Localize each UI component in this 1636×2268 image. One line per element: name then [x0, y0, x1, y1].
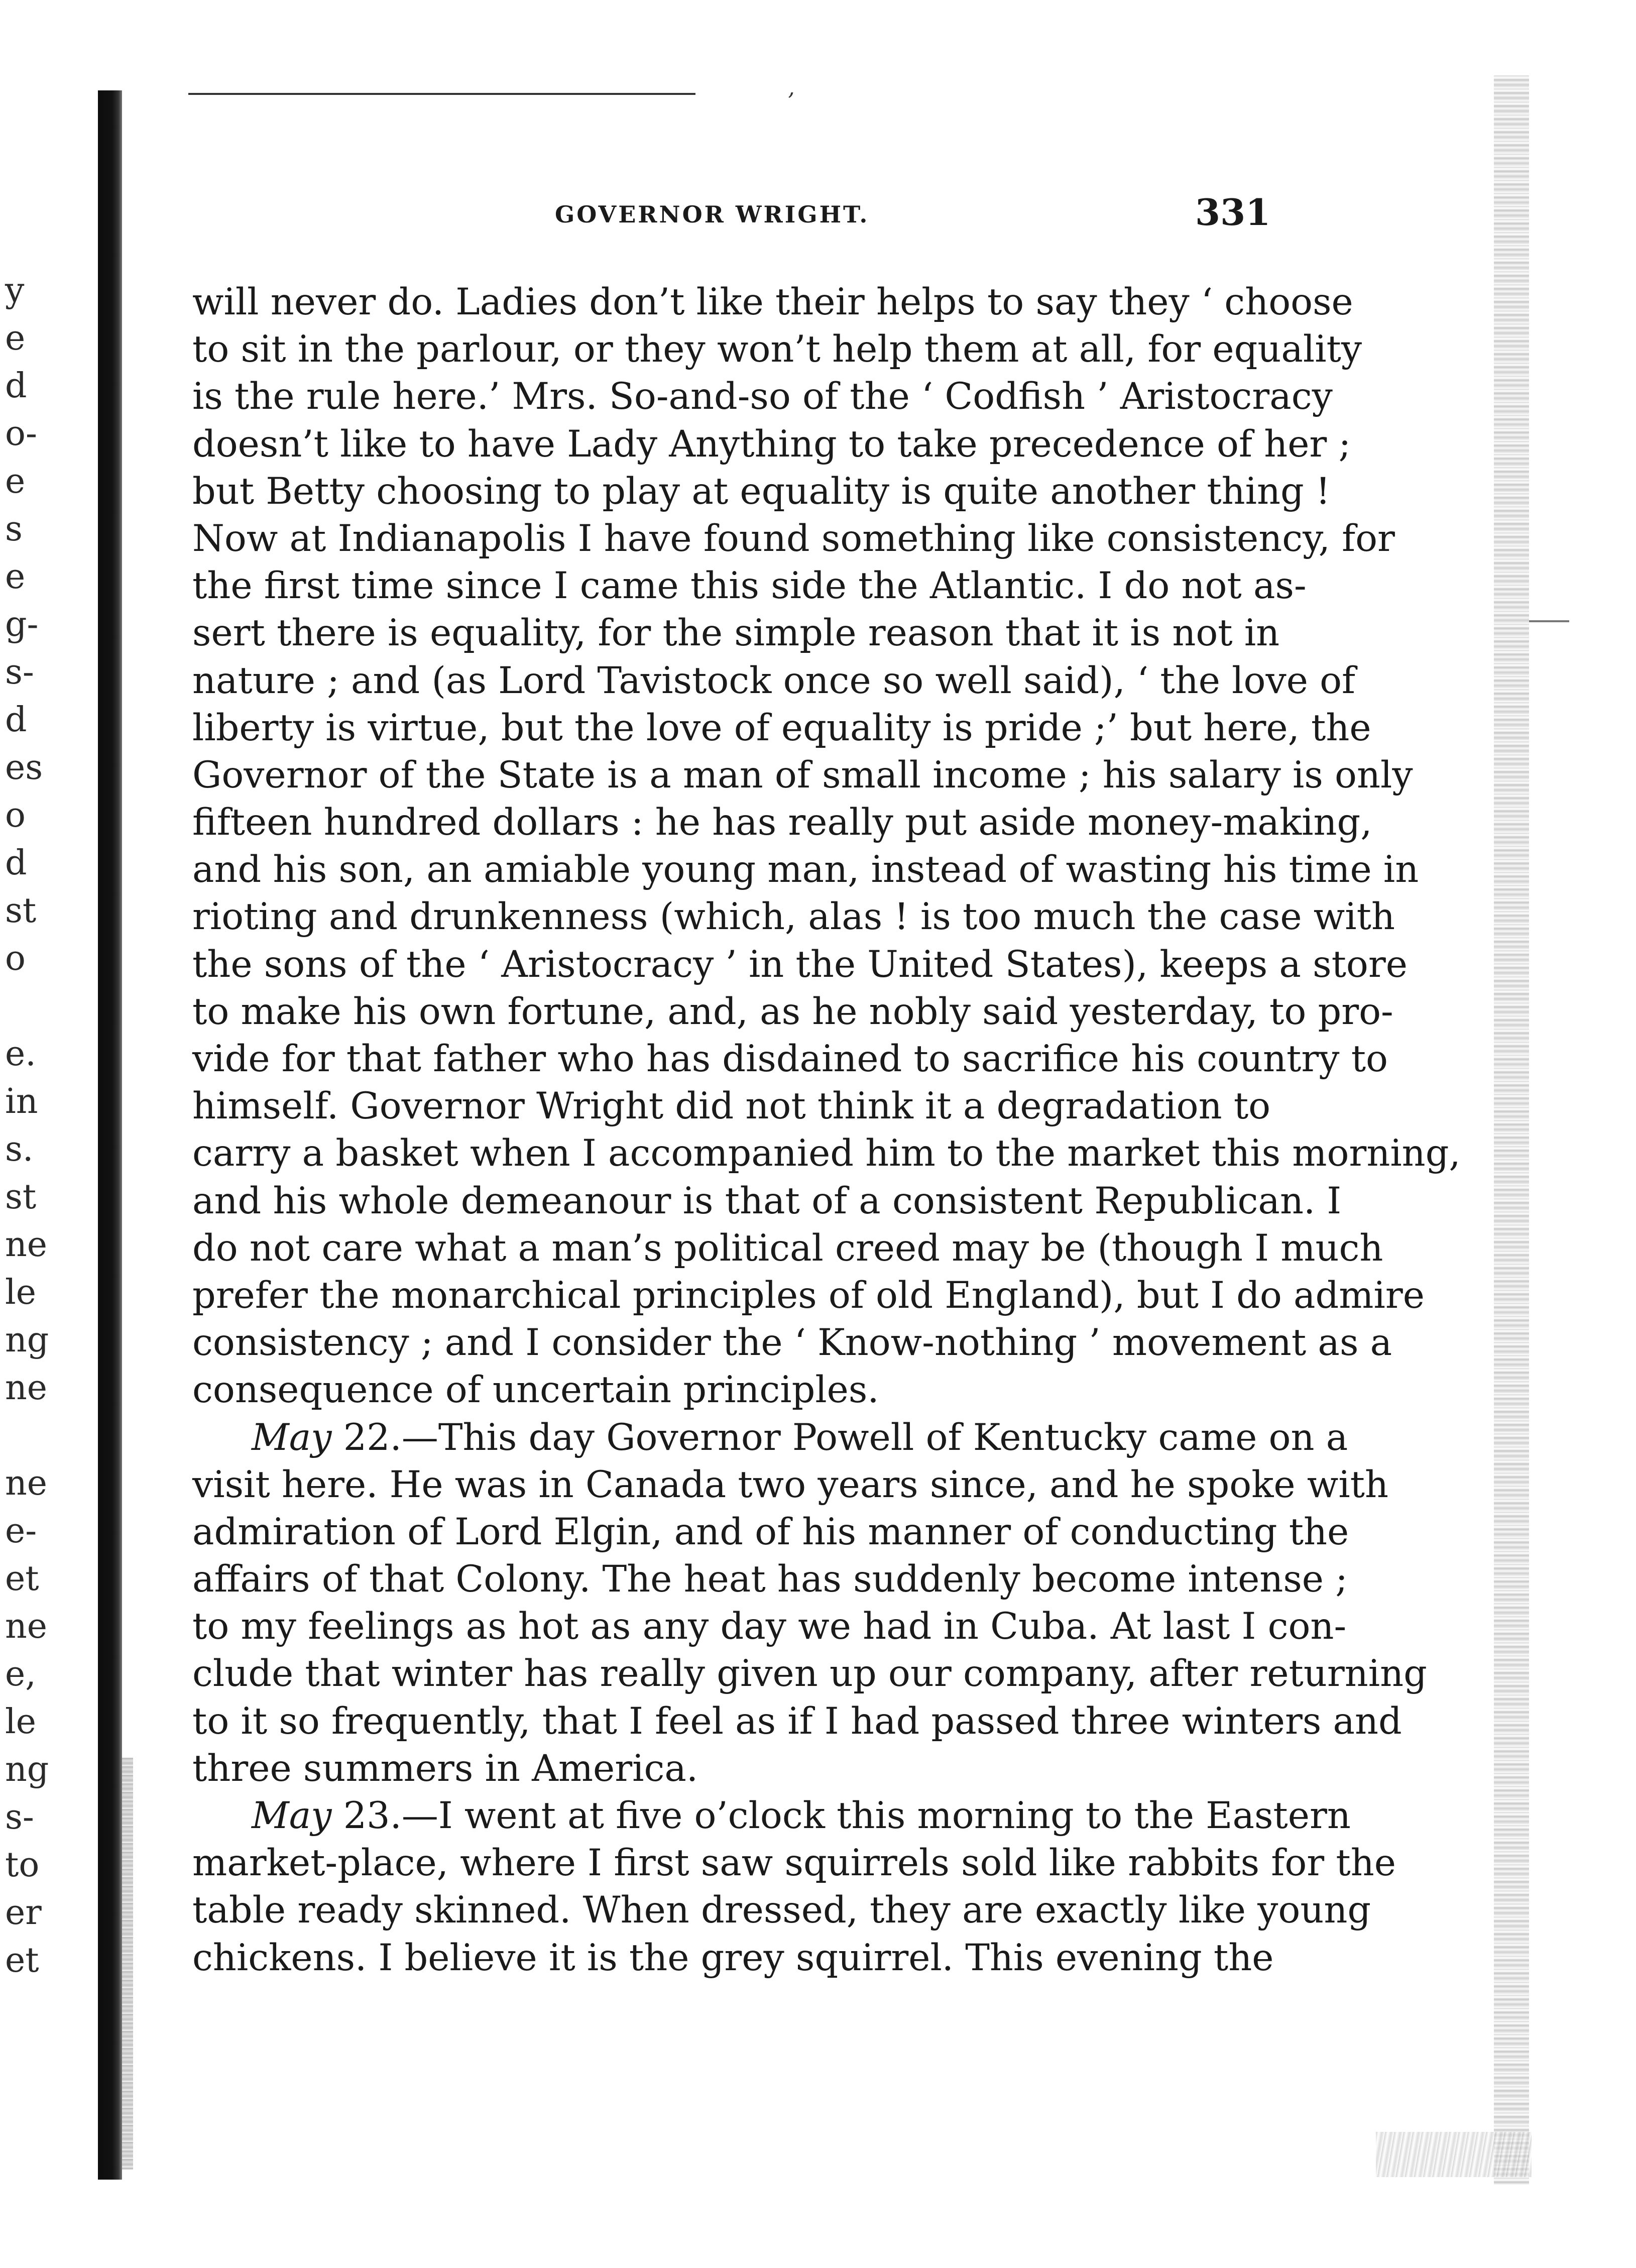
fore-edge-mark [1529, 620, 1569, 622]
gutter-speckle [122, 1758, 133, 2170]
text-line-rest: 22.—This day Governor Powell of Kentucky came on a [343, 1416, 1348, 1459]
text-line: is the rule here.’ Mrs. So-and-so of the ‘ Codfish ’ Aristocracy [192, 375, 1333, 418]
margin-fragment: st [5, 1177, 37, 1217]
page-number: 331 [1195, 191, 1271, 234]
text-line: fifteen hundred dollars : he has really put aside money-making, [192, 801, 1372, 844]
text-line: to sit in the parlour, or they won’t help them at all, for equality [192, 328, 1362, 371]
paragraph-start-may-22 [192, 1414, 1348, 1461]
margin-fragment: et [5, 1941, 39, 1980]
text-line: chickens. I believe it is the grey squirrel. This evening the [192, 1936, 1274, 1979]
margin-fragment: d [5, 366, 27, 406]
text-line: the sons of the ‘ Aristocracy ’ in the United States), keeps a store [192, 943, 1408, 986]
margin-fragment: er [5, 1893, 42, 1933]
text-line-rest: 23.—I went at five o’clock this morning to the Eastern [343, 1794, 1351, 1837]
margin-fragment: ne [5, 1225, 48, 1265]
text-line: clude that winter has really given up our company, after returning [192, 1652, 1427, 1695]
text-line: but Betty choosing to play at equality is quite another thing ! [192, 470, 1331, 513]
top-mark: ’ [787, 88, 794, 114]
text-line: table ready skinned. When dressed, they are exactly like young [192, 1889, 1371, 1932]
margin-fragment: s. [5, 1129, 34, 1169]
margin-fragment: o- [5, 414, 37, 453]
margin-fragment: e [5, 462, 26, 501]
margin-fragment: ne [5, 1463, 48, 1503]
margin-fragment: s- [5, 1797, 34, 1837]
margin-fragment: le [5, 1702, 36, 1742]
margin-fragment: ng [5, 1750, 49, 1789]
text-line: vide for that father who has disdained to sacrifice his country to [192, 1038, 1388, 1080]
margin-fragment: ne [5, 1607, 48, 1646]
binding-gutter-shadow [98, 90, 122, 2180]
text-line: doesn’t like to have Lady Anything to take precedence of her ; [192, 422, 1351, 466]
margin-fragment: ne [5, 1368, 48, 1408]
text-line: affairs of that Colony. The heat has suddenly become intense ; [192, 1558, 1348, 1601]
text-line: carry a basket when I accompanied him to the market this morning, [192, 1132, 1461, 1175]
text-line: to make his own fortune, and, as he nobly said yesterday, to pro- [192, 990, 1393, 1033]
margin-fragment: d [5, 700, 27, 740]
margin-fragment: y [5, 271, 25, 310]
text-line: do not care what a man’s political creed may be (though I much [192, 1226, 1383, 1270]
margin-fragment: s- [5, 652, 34, 692]
text-line: the first time since I came this side the Atlantic. I do not as- [192, 564, 1307, 608]
facing-page-margin [0, 261, 75, 2019]
margin-fragment: ng [5, 1320, 49, 1360]
margin-fragment: s [5, 509, 23, 549]
margin-fragment: to [5, 1845, 40, 1885]
text-line: nature ; and (as Lord Tavistock once so well said), ‘ the love of [192, 659, 1356, 702]
text-line: rioting and drunkenness (which, alas ! is too much the case with [192, 895, 1395, 939]
fore-edge-corner [1376, 2132, 1532, 2177]
margin-fragment: d [5, 843, 27, 883]
paragraph-start-may-23 [192, 1792, 1351, 1840]
text-line: will never do. Ladies don’t like their helps to say they ‘ choose [192, 281, 1353, 323]
text-line: and his son, an amiable young man, instead of wasting his time in [192, 848, 1419, 891]
margin-fragment: o [5, 939, 26, 978]
text-line: and his whole demeanour is that of a consistent Republican. I [192, 1179, 1342, 1222]
running-head: GOVERNOR WRIGHT. [555, 201, 870, 228]
text-line: market-place, where I first saw squirrels sold like rabbits for the [192, 1842, 1396, 1885]
margin-fragment: e [5, 318, 26, 358]
entry-date: May [252, 1794, 332, 1837]
margin-fragment: es [5, 748, 43, 787]
entry-date: May [252, 1416, 332, 1459]
margin-fragment: e. [5, 1034, 36, 1074]
text-line: consequence of uncertain principles. [192, 1369, 879, 1412]
text-line: Governor of the State is a man of small income ; his salary is only [192, 753, 1413, 797]
margin-fragment: e- [5, 1511, 37, 1551]
body-text [192, 279, 1461, 1982]
text-line: prefer the monarchical principles of old England), but I do admire [192, 1274, 1425, 1317]
top-rule [188, 93, 695, 95]
margin-fragment: st [5, 891, 37, 931]
text-line: sert there is equality, for the simple reason that it is not in [192, 612, 1280, 655]
text-line: himself. Governor Wright did not think it a degradation to [192, 1085, 1271, 1128]
text-line: to my feelings as hot as any day we had in Cuba. At last I con- [192, 1605, 1347, 1648]
text-line: consistency ; and I consider the ‘ Know-nothing ’ movement as a [192, 1321, 1392, 1365]
text-line: liberty is virtue, but the love of equality is pride ;’ but here, the [192, 706, 1371, 749]
text-line: three summers in America. [192, 1747, 698, 1790]
fore-edge-speckle [1494, 75, 1529, 2185]
text-line: admiration of Lord Elgin, and of his manner of conducting the [192, 1510, 1349, 1553]
margin-fragment: e, [5, 1654, 36, 1694]
margin-fragment: o [5, 796, 26, 835]
margin-fragment: le [5, 1273, 36, 1312]
margin-fragment: et [5, 1559, 39, 1599]
text-line: visit here. He was in Canada two years since, and he spoke with [192, 1463, 1389, 1506]
text-line: to it so frequently, that I feel as if I had passed three winters and [192, 1699, 1402, 1743]
text-line: Now at Indianapolis I have found something like consistency, for [192, 517, 1395, 560]
margin-fragment: in [5, 1082, 38, 1121]
margin-fragment: g- [5, 605, 39, 644]
margin-fragment: e [5, 557, 26, 597]
